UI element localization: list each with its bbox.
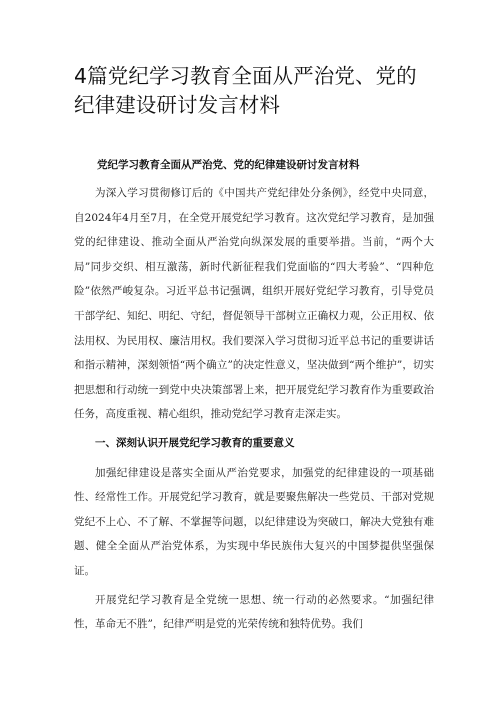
title-spacer — [74, 120, 434, 158]
document-subtitle: 党纪学习教育全面从严治党、党的纪律建设研讨发言材料 — [97, 159, 360, 171]
section-1-paragraph-2: 开展党纪学习教育是全党统一思想、统一行动的必然要求。“加强纪律性，革命无不胜”，纪律严明是党的光荣传统和独特优势。我们 — [74, 593, 434, 631]
intro-paragraph: 为深入学习贯彻修订后的《中国共产党纪律处分条例》，经党中央同意，自2024年4月至7月，在全党开展党纪学习教育。这次党纪学习教育，是加强党的纪律建设、推动全面从严治党向纵深发展的重要举措。当前，“两个大局”同步交织、相互激荡，新时代新征程我们党面临的“四大考验”、“四种危险”依然严峻复杂。习近平总书记强调，组织开展好党纪学习教育，引导党员干部学纪、知纪、明纪、守纪，督促领导干部树立正确权力观，公正用权、依法用权、为民用权、廉洁用权。我们要深入学习贯彻习近平总书记的重要讲话和指示精神，深刻领悟“两个确立”的决定性意义，坚决做到“两个维护”，切实把思想和行动统一到党中央决策部署上来，把开展党纪学习教育作为重要政治任务，高度重视、精心组织，推动党纪学习教育走深走实。 — [74, 187, 434, 421]
document-title: 4篇党纪学习教育全面从严治党、党的纪律建设研讨发言材料 — [74, 64, 417, 117]
section-1-paragraph-1: 加强纪律建设是落实全面从严治党要求，加强党的纪律建设的一项基础性、经常性工作。开展党纪学习教育，就是要聚焦解决一些党员、干部对党规党纪不上心、不了解、不掌握等问题，以纪律建设为突破口，解决大党独有难题、健全全面从严治党体系，为实现中华民族伟大复兴的中国梦提供坚强保证。 — [74, 466, 434, 577]
section-1-heading: 一、深刻认识开展党纪学习教育的重要意义 — [95, 436, 295, 449]
